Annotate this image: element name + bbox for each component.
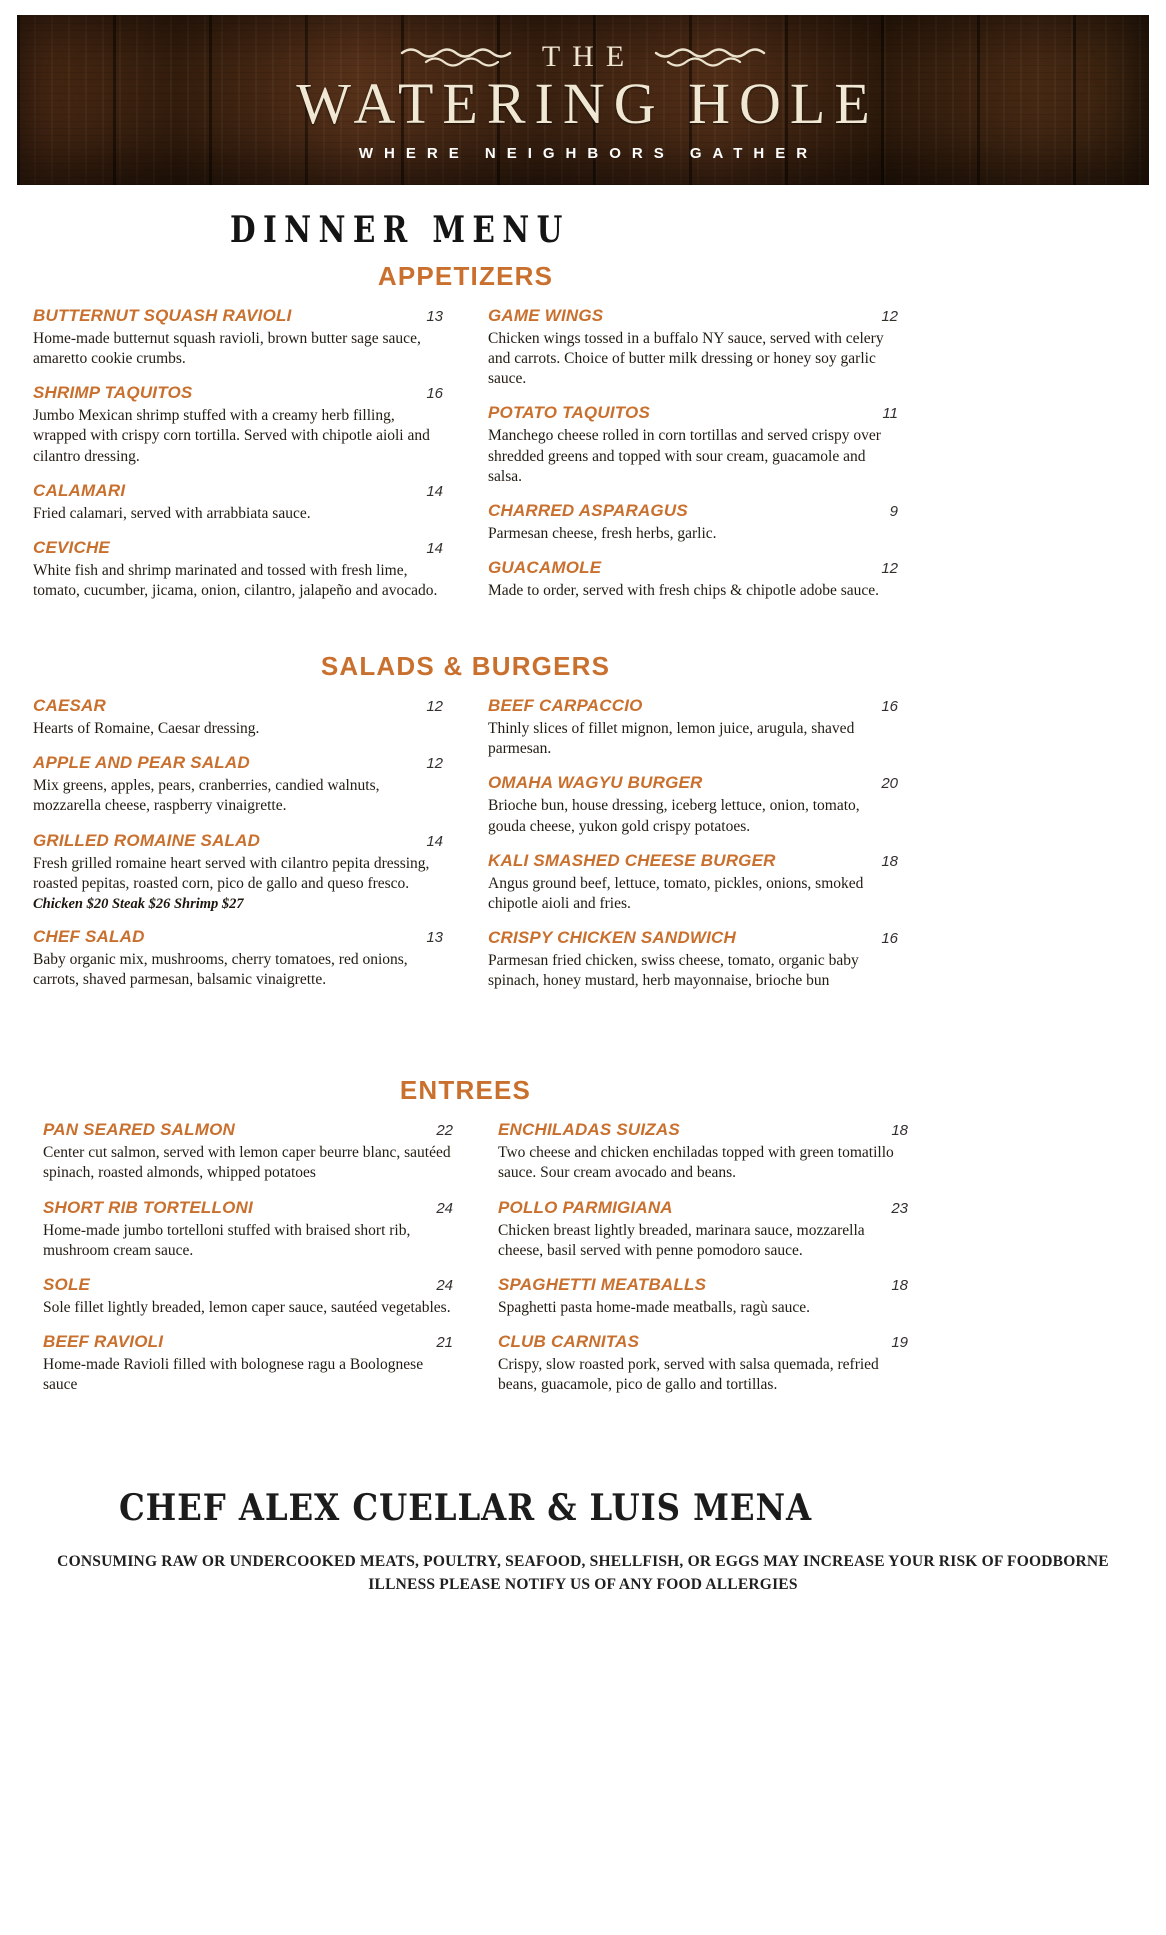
item-price: 16 [426,385,443,403]
menu-column [498,1120,908,1409]
menu-column [33,696,443,1005]
menu-item [43,1332,453,1395]
item-header [488,851,898,871]
item-description: Chicken wings tossed in a buffalo NY sauce, served with celery and carrots. Choice of butter milk dressing or honey soy garlic sauce. [488,330,884,388]
item-description: Center cut salmon, served with lemon caper beurre blanc, sautéed spinach, roasted almonds, whipped potatoes [43,1144,451,1182]
item-price: 24 [436,1199,453,1217]
item-name: SHORT RIB TORTELLONI [43,1197,253,1217]
item-header [498,1120,908,1140]
menu-item [33,383,443,466]
menu-item [43,1275,453,1318]
item-description: Manchego cheese rolled in corn tortillas and served crispy over shredded greens and topped with sour cream, guacamole and salsa. [488,427,881,485]
item-name: BUTTERNUT SQUASH RAVIOLI [33,306,292,325]
logo-the-row [396,40,770,74]
item-price: 19 [891,1333,908,1351]
item-header [498,1198,908,1218]
item-header [488,773,898,793]
menu-content [33,185,908,1409]
item-description: Baby organic mix, mushrooms, cherry tomatoes, red onions, carrots, shaved parmesan, balsamic vinaigrette. [33,950,408,988]
item-name: ENCHILADAS SUIZAS [498,1120,680,1140]
menu-column [488,306,898,615]
menu-item [43,1198,453,1261]
item-price: 16 [881,929,898,947]
item-price: 22 [436,1122,453,1140]
item-name: GUACAMOLE [488,557,602,577]
item-note: Chicken $20 Steak $26 Shrimp $27 [33,895,244,912]
menu-column [43,1120,453,1409]
item-description: Home-made butternut squash ravioli, brown butter sage sauce, amaretto cookie crumbs. [33,330,421,368]
item-price: 11 [882,405,898,423]
item-header [33,538,443,558]
item-description: Made to order, served with fresh chips & chipotle adobe sauce. [488,581,880,599]
item-name: CALAMARI [33,480,126,500]
item-price: 12 [426,698,443,716]
item-price: 18 [891,1122,908,1140]
logo-the: THE [541,40,637,74]
item-description: Sole fillet lightly breaded, lemon caper sauce, sautéed vegetables. [43,1298,451,1316]
item-header [488,403,898,423]
section-title: APPETIZERS [377,261,554,291]
item-price: 12 [881,308,898,325]
section-columns [33,306,898,615]
menu-item [33,481,443,524]
item-name: CHARRED ASPARAGUS [488,500,688,520]
item-price: 12 [881,559,898,577]
item-header [33,753,443,773]
chef-names: CHEF ALEX CUELLAR & LUIS MENA [118,1487,813,1530]
item-name: APPLE AND PEAR SALAD [33,753,250,773]
item-name: POTATO TAQUITOS [488,403,650,423]
menu-item [488,403,898,486]
item-header [488,501,898,521]
menu-item [488,928,898,991]
item-header [498,1275,908,1295]
item-price: 21 [436,1333,453,1351]
item-name: BEEF RAVIOLI [43,1331,164,1351]
logo-tagline: WHERE NEIGHBORS GATHER [358,144,819,162]
menu-item [488,306,898,389]
item-description: Home-made jumbo tortelloni stuffed with braised short rib, mushroom cream sauce. [43,1221,411,1259]
item-description: Fried calamari, served with arrabbiata sauce. [33,504,311,522]
menu-item [33,538,443,601]
page-title: DINNER MENU [230,209,570,251]
item-name: SPAGHETTI MEATBALLS [498,1274,707,1294]
item-description: Thinly slices of fillet mignon, lemon juice, arugula, shaved parmesan. [488,720,855,758]
menu-item [498,1120,908,1183]
menu-item [33,696,443,739]
item-price: 14 [426,832,443,850]
menu-item [488,501,898,544]
item-description: Two cheese and chicken enchiladas topped with green tomatillo sauce. Sour cream avocado and beans. [498,1144,894,1182]
item-header [43,1120,453,1140]
menu-item [488,558,898,601]
item-price: 18 [881,852,898,870]
item-price: 14 [426,482,443,500]
item-header [43,1275,453,1295]
item-header [488,558,898,578]
item-price: 18 [891,1276,908,1294]
item-header [33,481,443,501]
item-description: Chicken breast lightly breaded, marinara sauce, mozzarella cheese, basil served with penne pomodoro sauce. [498,1221,865,1259]
item-description: Parmesan cheese, fresh herbs, garlic. [488,524,717,542]
menu-item [33,306,443,369]
item-description: Angus ground beef, lettuce, tomato, pickles, onions, smoked chipotle aioli and fries. [488,874,864,912]
section-salads-burgers [33,651,898,1005]
item-price: 9 [889,502,898,520]
item-description: Brioche bun, house dressing, iceberg lettuce, onion, tomato, gouda cheese, yukon gold crispy potatoes. [488,797,860,835]
waves-right-icon [652,45,770,69]
item-name: CRISPY CHICKEN SANDWICH [488,927,736,947]
item-header [43,1332,453,1352]
item-name: BEEF CARPACCIO [488,696,643,716]
menu-item [488,851,898,914]
menu-column [488,696,898,1005]
item-header [33,831,443,851]
item-description: White fish and shrimp marinated and tossed with fresh lime, tomato, cucumber, jicama, onion, cilantro, jalapeño and avocado. [33,561,438,599]
item-name: SHRIMP TAQUITOS [33,383,193,403]
item-header [488,696,898,716]
menu-footer [0,1487,1166,1596]
item-name: GAME WINGS [488,306,604,325]
allergy-disclaimer: CONSUMING RAW OR UNDERCOOKED MEATS, POULTRY, SEAFOOD, SHELLFISH, OR EGGS MAY INCREASE YOUR RISK OF FOODBORNE ILLNESS PLEASE NOTIFY US OF ANY FOOD ALLERGIES [57,1553,1109,1593]
item-price: 12 [426,755,443,773]
section-title: ENTREES [399,1075,532,1106]
item-description: Crispy, slow roasted pork, served with salsa quemada, refried beans, guacamole, pico de gallo and tortillas. [498,1355,879,1394]
section-columns [33,696,898,1005]
item-header [488,928,898,948]
waves-left-icon [396,45,514,69]
item-description: Mix greens, apples, pears, cranberries, candied walnuts, mozzarella cheese, raspberry vinaigrette. [33,777,380,815]
menu-item [498,1275,908,1318]
item-name: CEVICHE [33,537,110,557]
menu-item [498,1332,908,1395]
menu-item [43,1120,453,1183]
item-description: Jumbo Mexican shrimp stuffed with a creamy herb filling, wrapped with crispy corn tortilla. Served with chipotle aioli and cilantro dressing. [33,407,430,465]
section-appetizers [33,261,898,615]
section-columns [33,1120,908,1409]
menu-item [488,696,898,759]
menu-page [0,15,1166,1935]
item-description: Home-made Ravioli filled with bolognese ragu a Boolognese sauce [43,1355,424,1394]
item-header [33,383,443,403]
item-name: KALI SMASHED CHEESE BURGER [488,850,776,870]
item-header [33,927,443,947]
item-price: 16 [881,698,898,716]
item-name: CAESAR [33,696,106,716]
logo-title: WATERING HOLE [296,71,879,137]
section-entrees [33,1075,908,1409]
menu-sections [33,261,908,1409]
menu-item [33,831,443,913]
item-price: 24 [436,1276,453,1294]
menu-item [498,1198,908,1261]
menu-column [33,306,443,615]
item-name: SOLE [43,1274,91,1294]
item-header [488,306,898,326]
menu-item [33,927,443,990]
item-header [43,1198,453,1218]
item-header [33,696,443,716]
item-name: CLUB CARNITAS [498,1331,640,1351]
item-name: PAN SEARED SALMON [43,1120,235,1140]
item-name: CHEF SALAD [33,926,145,946]
item-price: 23 [891,1199,908,1217]
item-header [33,306,443,326]
item-description: Parmesan fried chicken, swiss cheese, tomato, organic baby spinach, honey mustard, herb mayonnaise, brioche bun [488,951,859,990]
header-banner [17,15,1149,185]
item-name: GRILLED ROMAINE SALAD [33,830,261,850]
item-price: 13 [426,928,443,946]
item-price: 14 [426,539,443,557]
item-description: Spaghetti pasta home-made meatballs, ragù sauce. [498,1298,811,1316]
menu-item [488,773,898,836]
item-name: POLLO PARMIGIANA [498,1197,673,1217]
item-price: 20 [881,775,898,793]
item-description: Fresh grilled romaine heart served with cilantro pepita dressing, roasted pepitas, roasted corn, pico de gallo and queso fresco. [33,854,430,892]
item-name: OMAHA WAGYU BURGER [488,773,703,793]
item-header [498,1332,908,1352]
item-description: Hearts of Romaine, Caesar dressing. [33,720,260,738]
menu-item [33,753,443,816]
item-price: 13 [426,308,443,325]
section-title: SALADS & BURGERS [320,651,611,682]
